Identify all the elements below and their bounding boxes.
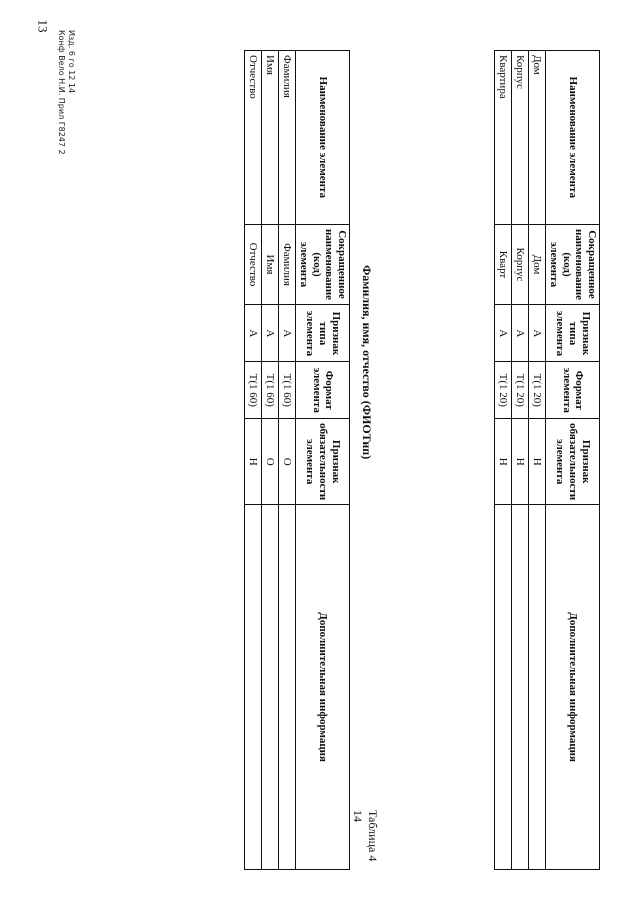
- footnote-line: Конф Вело Н.И. Прил Г8247 2: [57, 30, 67, 155]
- header-short-name: Сокращенное наименование (код) элемента: [546, 224, 600, 305]
- cell: Отчество: [245, 224, 262, 305]
- cell: [495, 505, 512, 870]
- cell: Дом: [529, 224, 546, 305]
- cell: О: [262, 419, 279, 505]
- table-top: [494, 50, 600, 870]
- table-row: [512, 51, 529, 870]
- cell: Т(1 60): [245, 362, 262, 419]
- section-title: Фамилия, имя, отчество (ФИОТип): [360, 265, 374, 460]
- cell: [262, 505, 279, 870]
- table-row: [529, 51, 546, 870]
- cell: Корпус: [512, 224, 529, 305]
- cell: [529, 505, 546, 870]
- cell: А: [495, 305, 512, 362]
- cell: А: [262, 305, 279, 362]
- cell: А: [512, 305, 529, 362]
- cell: Имя: [262, 51, 279, 225]
- cell: [279, 505, 296, 870]
- header-format: Формат элемента: [296, 362, 350, 419]
- cell: Н: [495, 419, 512, 505]
- footnote-line: Изд. 6 го 12 14: [67, 30, 76, 94]
- cell: Т(1 20): [512, 362, 529, 419]
- table-row: [262, 51, 279, 870]
- cell: Н: [529, 419, 546, 505]
- header-additional-info: Дополнительная информация: [296, 505, 350, 870]
- header-required: Признак обязательности элемента: [546, 419, 600, 505]
- cell: Фамилия: [279, 224, 296, 305]
- cell: Корпус: [512, 51, 529, 225]
- cell: А: [279, 305, 296, 362]
- table-label: Таблица 4 14: [351, 810, 380, 862]
- cell: Н: [512, 419, 529, 505]
- header-type: Признак типа элемента: [546, 305, 600, 362]
- cell: Отчество: [245, 51, 262, 225]
- header-type: Признак типа элемента: [296, 305, 350, 362]
- rotated-content: [30, 30, 600, 870]
- cell: Т(1 60): [262, 362, 279, 419]
- cell: [245, 505, 262, 870]
- cell: О: [279, 419, 296, 505]
- header-short-name: Сокращенное наименование (код) элемента: [296, 224, 350, 305]
- footnote: [57, 30, 76, 155]
- header-element-name: Наименование элемента: [546, 51, 600, 225]
- table-row: [495, 51, 512, 870]
- header-required: Признак обязательности элемента: [296, 419, 350, 505]
- header-format: Формат элемента: [546, 362, 600, 419]
- cell: Кварт: [495, 224, 512, 305]
- header-element-name: Наименование элемента: [296, 51, 350, 225]
- cell: Т(1 20): [495, 362, 512, 419]
- page-number: 13: [35, 19, 51, 33]
- cell: [512, 505, 529, 870]
- cell: А: [529, 305, 546, 362]
- table-header-row: [546, 51, 600, 870]
- cell: Т(1 20): [529, 362, 546, 419]
- cell: Дом: [529, 51, 546, 225]
- table-row: [279, 51, 296, 870]
- cell: А: [245, 305, 262, 362]
- table-row: [245, 51, 262, 870]
- header-additional-info: Дополнительная информация: [546, 505, 600, 870]
- table-bottom: [244, 50, 350, 870]
- cell: Фамилия: [279, 51, 296, 225]
- table-header-row: [296, 51, 350, 870]
- cell: Н: [245, 419, 262, 505]
- cell: Т(1 60): [279, 362, 296, 419]
- cell: Квартира: [495, 51, 512, 225]
- cell: Имя: [262, 224, 279, 305]
